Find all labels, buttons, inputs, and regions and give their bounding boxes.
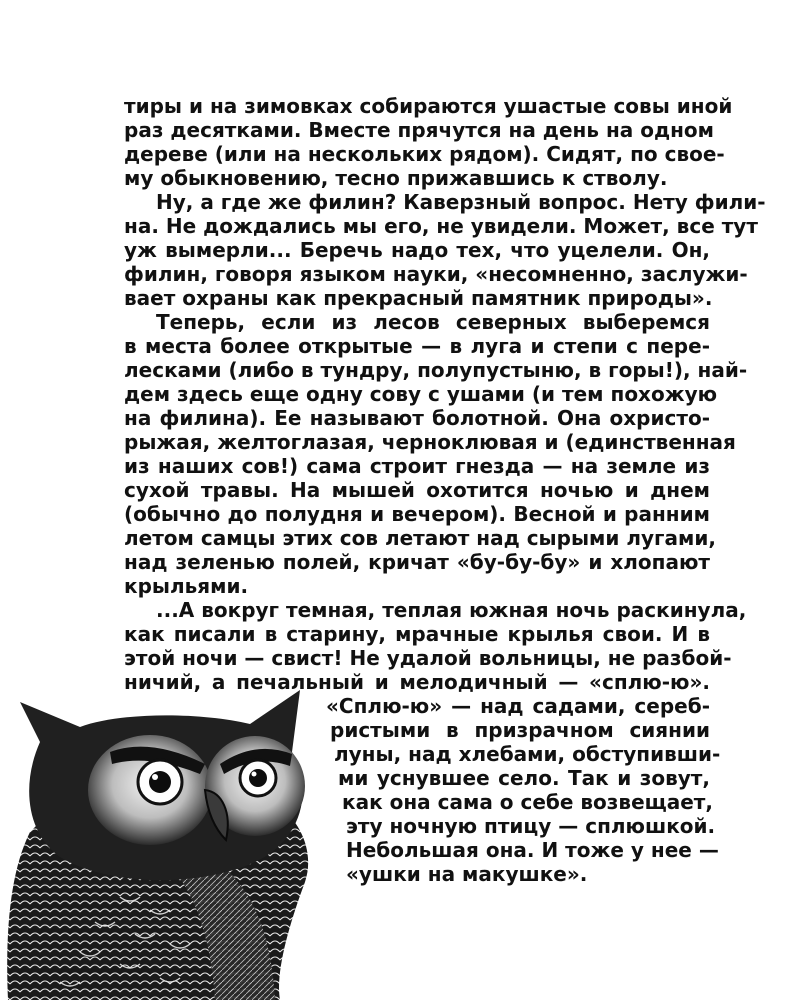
owl-pupil [149,771,171,793]
text-line: на. Не дождались мы его, не увидели. Может, все тут [124,214,758,238]
text-line: как она сама о себе возвещает, [342,790,713,814]
text-line: раз десятками. Вместе прячутся на день на одном [124,118,715,142]
text-line: летом самцы этих сов летают над сырыми лугами, [124,526,716,550]
owl-illustration [0,682,325,1000]
text-line: этой ночи — свист! Не удалой вольницы, не разбой- [124,646,732,670]
text-line: вает охраны как прекрасный памятник природы». [124,286,713,310]
text-line: эту ночную птицу — сплюшкой. [346,814,716,838]
owl-eye-glint [152,774,158,780]
text-line: над зеленью полей, кричат «бу-бу-бу» и хлопают [124,550,710,574]
text-line: дереве (или на нескольких рядом). Сидят, по свое- [124,142,725,166]
text-line: ничий, а печальный и мелодичный — «сплю-ю». [124,670,710,694]
text-line: «ушки на макушке». [346,862,588,886]
text-line: луны, над хлебами, обступивши- [334,742,721,766]
text-line: на филина). Ее называют болотной. Она охристо- [124,406,710,430]
text-line: ми уснувшее село. Так и зовут, [338,766,710,790]
text-line: в места более открытые — в луга и степи с пере- [124,334,710,358]
text-line: Небольшая она. И тоже у нее — [346,838,719,862]
text-line: Ну, а где же филин? Каверзный вопрос. Нету фили- [156,190,766,214]
text-line: Теперь, если из лесов северных выберемся [156,310,710,334]
text-line: как писали в старину, мрачные крылья свои. И в [124,622,710,646]
text-line: дем здесь еще одну сову с ушами (и тем похожую [124,382,718,406]
owl-pupil [249,769,267,787]
text-line: му обыкновению, тесно прижавшись к стволу. [124,166,668,190]
text-line: уж вымерли... Беречь надо тех, что уцелели. Он, [124,238,710,262]
text-line: ристыми в призрачном сиянии [330,718,710,742]
text-line: крыльями. [124,574,249,598]
text-line: сухой травы. На мышей охотится ночью и днем [124,478,710,502]
owl-eye-glint [252,772,257,777]
text-line: тиры и на зимовках собираются ушастые совы иной [124,94,733,118]
text-line: ...А вокруг темная, теплая южная ночь раскинула, [156,598,747,622]
text-line: (обычно до полудня и вечером). Весной и ранним [124,502,710,526]
text-line: лесками (либо в тундру, полупустыню, в горы!), най- [124,358,748,382]
text-line: «Сплю-ю» — над садами, сереб- [326,694,710,718]
text-line: рыжая, желтоглазая, черноклювая и (единственная [124,430,736,454]
text-line: филин, говоря языком науки, «несомненно, заслужи- [124,262,748,286]
text-line: из наших сов!) сама строит гнезда — на земле из [124,454,710,478]
